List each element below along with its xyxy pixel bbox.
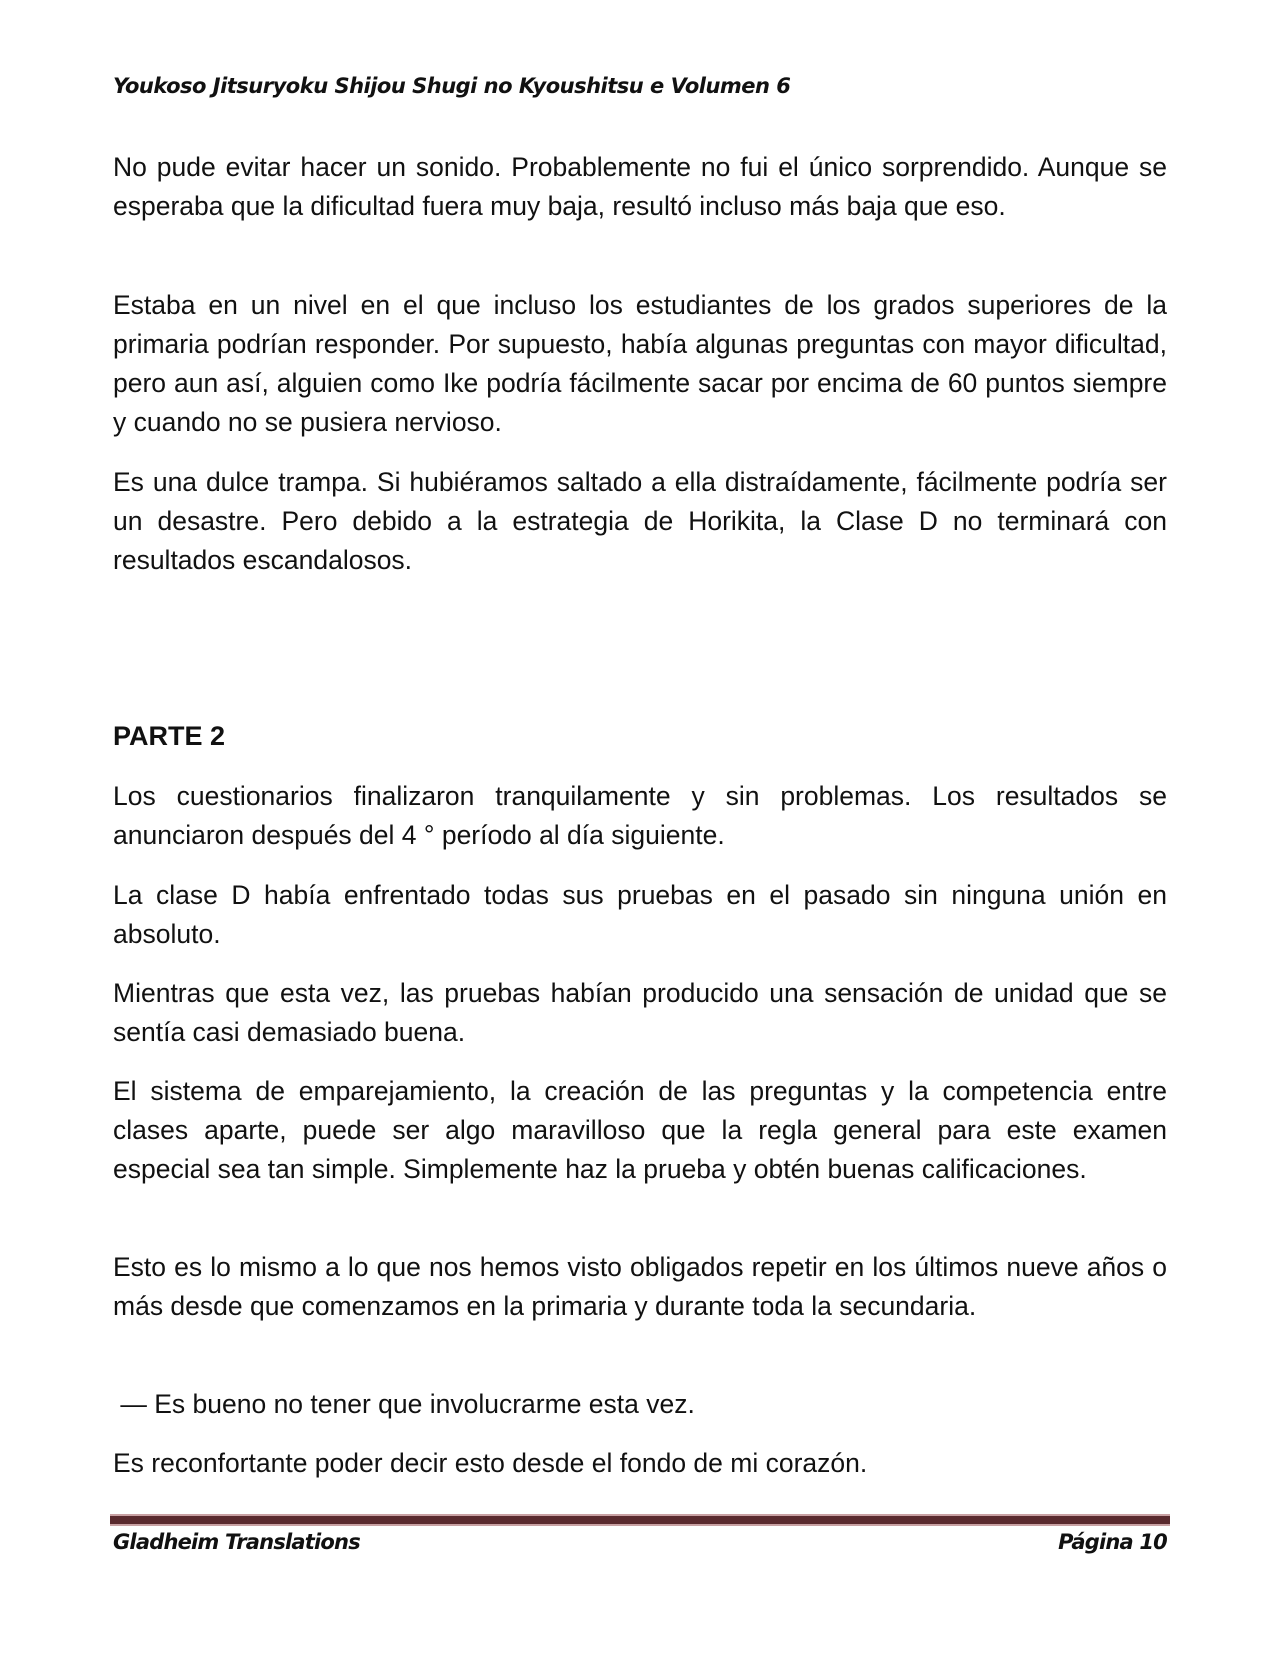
paragraph: Mientras que esta vez, las pruebas habían producido una sensación de unidad que se sentía casi demasiado buena. <box>113 978 1167 1047</box>
paragraph: Es una dulce trampa. Si hubiéramos saltado a ella distraídamente, fácilmente podría ser un desastre. Pero debido a la estrategia de Horikita, la Clase D no terminará con resultados escandalosos. <box>113 467 1167 575</box>
paragraph: Estaba en un nivel en el que incluso los estudiantes de los grados superiores de la primaria podrían responder. Por supuesto, había algunas preguntas con mayor dificultad, pero aun así, alguien como Ike podría fácilmente sacar por encima de 60 puntos siempre y cuando no se pusiera nervioso. <box>113 290 1167 437</box>
paragraph: No pude evitar hacer un sonido. Probablemente no fui el único sorprendido. Aunque se esperaba que la dificultad fuera muy baja, resultó incluso más baja que eso. <box>113 152 1167 221</box>
paragraph: Es reconfortante poder decir esto desde el fondo de mi corazón. <box>113 1448 868 1478</box>
running-header: Youkoso Jitsuryoku Shijou Shugi no Kyoushitsu e Volumen 6 <box>113 74 791 98</box>
paragraph: Los cuestionarios finalizaron tranquilamente y sin problemas. Los resultados se anunciaron después del 4 ° período al día siguiente. <box>113 781 1167 850</box>
page-number: Página 10 <box>1058 1530 1167 1554</box>
dialogue-line: — Es bueno no tener que involucrarme esta vez. <box>113 1389 695 1419</box>
footer-credit: Gladheim Translations <box>113 1530 360 1554</box>
paragraph: La clase D había enfrentado todas sus pruebas en el pasado sin ninguna unión en absoluto. <box>113 880 1167 949</box>
paragraph: Esto es lo mismo a lo que nos hemos visto obligados repetir en los últimos nueve años o más desde que comenzamos en la primaria y durante toda la secundaria. <box>113 1252 1167 1321</box>
footer-rule <box>110 1514 1170 1526</box>
section-heading: PARTE 2 <box>113 721 226 751</box>
paragraph: El sistema de emparejamiento, la creación de las preguntas y la competencia entre clases aparte, puede ser algo maravilloso que la regla general para este examen especial sea tan simple. Simplemente haz la prueba y obtén buenas calificaciones. <box>113 1076 1167 1184</box>
